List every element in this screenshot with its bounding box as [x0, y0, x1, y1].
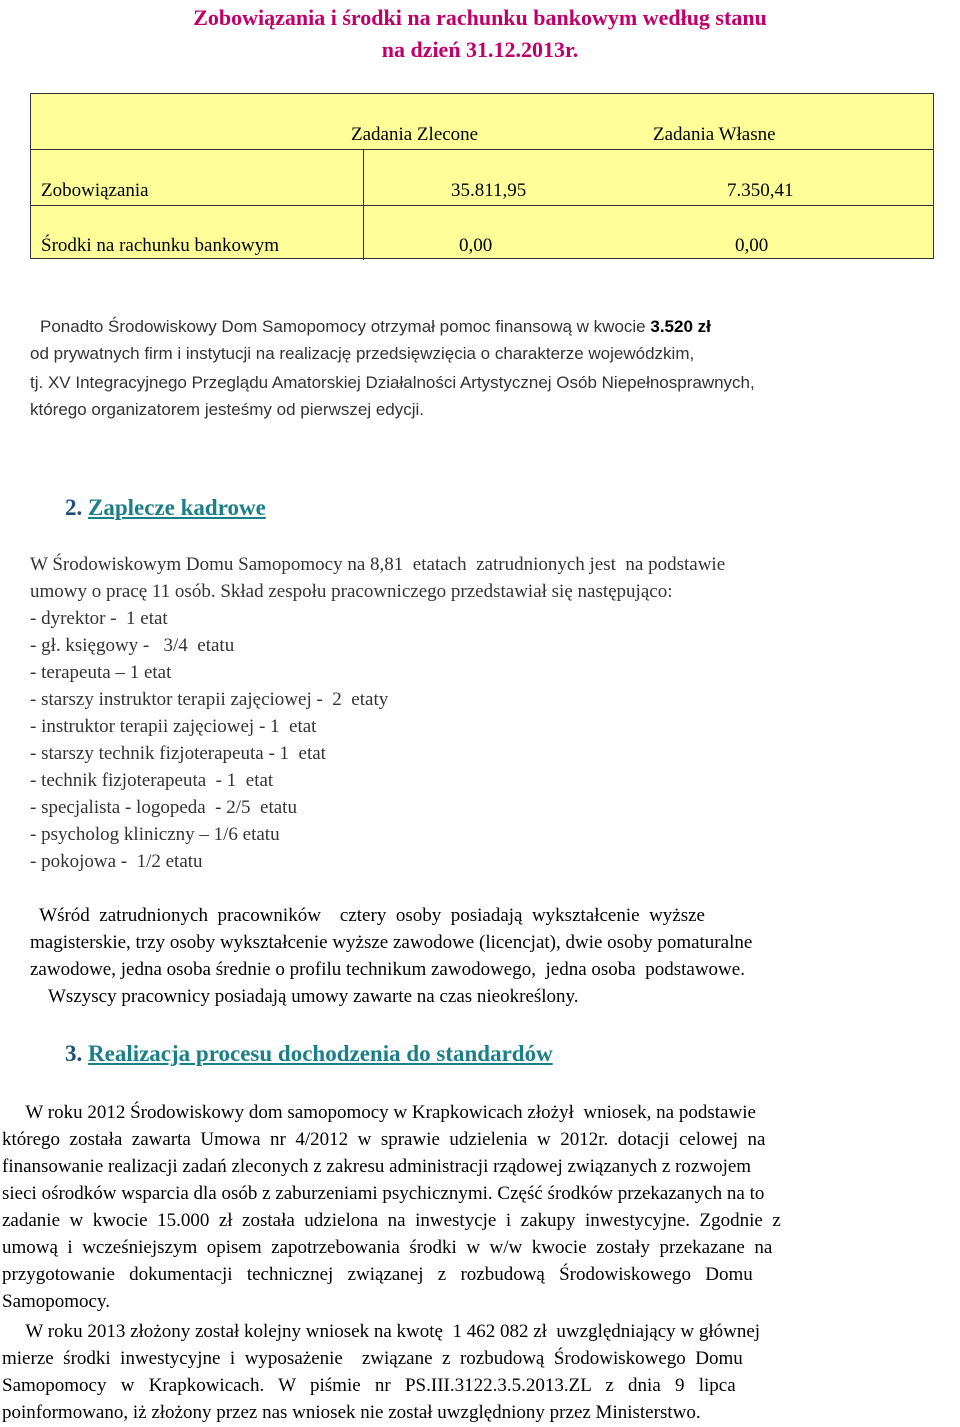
value-zobowiazania-zlecone: 35.811,95	[451, 180, 527, 201]
table-divider	[31, 149, 933, 150]
staff-intro-text: W Środowiskowym Domu Samopomocy na 8,81 etatach zatrudnionych jest na podstawie	[30, 554, 726, 575]
staff-item: - pokojowa - 1/2 etatu	[30, 851, 203, 872]
staff-intro-line-1	[30, 551, 948, 578]
paragraph-line: sieci ośrodków wsparcia dla osób z zaburzeniami psychicznymi. Część środków przekazanych na to	[2, 1183, 765, 1204]
value-srodki-zlecone: 0,00	[459, 235, 493, 256]
section-3-number: 3.	[65, 1041, 83, 1066]
staff-item: - starszy instruktor terapii zajęciowej - 2 etaty	[30, 689, 389, 710]
title-line-2: na dzień 31.12.2013r.	[381, 37, 579, 62]
education-paragraph	[30, 902, 948, 983]
education-line: Wśród zatrudnionych pracowników cztery osoby posiadają wykształcenie wyższe	[30, 905, 705, 926]
staff-intro-line-2	[30, 578, 672, 605]
section-2-title: Zaplecze kadrowe	[88, 495, 266, 520]
section-2-heading	[65, 493, 266, 523]
value-zobowiazania-wlasne: 7.350,41	[727, 180, 794, 201]
finance-table	[30, 93, 934, 259]
header-zadania-wlasne: Zadania Własne	[653, 124, 776, 145]
staff-item: - technik fizjoterapeuta - 1 etat	[30, 770, 274, 791]
contracts-line: Wszyscy pracownicy posiadają umowy zawarte na czas nieokreślony.	[48, 986, 579, 1007]
section-2-number: 2.	[65, 495, 83, 520]
staff-item: - instruktor terapii zajęciowej - 1 etat	[30, 716, 317, 737]
table-divider	[31, 205, 933, 206]
section-3-heading	[65, 1039, 553, 1069]
value-srodki-wlasne: 0,00	[735, 235, 769, 256]
table-column-divider	[363, 149, 364, 260]
staff-item: - starszy technik fizjoterapeuta - 1 etat	[30, 743, 326, 764]
paragraph-line: mierze środki inwestycyjne i wyposażenie związane z rozbudową Środowiskowego Domu	[2, 1348, 743, 1369]
paragraph-line: zadanie w kwocie 15.000 zł została udzielona na inwestycje i zakupy inwestycyjne. Zgodnie z	[2, 1210, 781, 1231]
paragraph-line: W roku 2013 złożony został kolejny wniosek na kwotę 1 462 082 zł uwzględniający w głównej	[2, 1321, 761, 1342]
paragraph-line: umową i wcześniejszym opisem zapotrzebowania środki w w/w kwocie zostały przekazane na	[2, 1237, 773, 1258]
paragraph-line: Samopomocy.	[2, 1291, 111, 1312]
education-line: magisterskie, trzy osoby wykształcenie wyższe zawodowe (licencjat), dwie osoby pomaturalne	[30, 932, 753, 953]
paragraph-line: Samopomocy w Krapkowicach. W piśmie nr PS.III.3122.3.5.2013.ZL z dnia 9 lipca	[2, 1375, 736, 1396]
staff-list	[30, 605, 388, 875]
row-label-zobowiazania: Zobowiązania	[41, 180, 149, 201]
paragraph-line: którego została zawarta Umowa nr 4/2012 w sprawie udzielenia w 2012r. dotacji celowej na	[2, 1129, 766, 1150]
staff-item: - psycholog kliniczny – 1/6 etatu	[30, 824, 280, 845]
staff-item: - dyrektor - 1 etat	[30, 608, 168, 629]
staff-item: - specjalista - logopeda - 2/5 etatu	[30, 797, 297, 818]
paragraph-line: W roku 2012 Środowiskowy dom samopomocy w Krapkowicach złożył wniosek, na podstawie	[2, 1102, 756, 1123]
section-3-title: Realizacja procesu dochodzenia do standardów	[88, 1041, 553, 1066]
aid-line-3: tj. XV Integracyjnego Przeglądu Amatorskiej Działalności Artystycznej Osób Niepełnosprawnych,	[30, 373, 755, 392]
header-zadania-zlecone: Zadania Zlecone	[351, 124, 479, 145]
aid-line-1	[40, 314, 711, 339]
staff-intro-composition: Skład zespołu pracowniczego przedstawiał się następująco:	[220, 581, 673, 602]
row-label-srodki: Środki na rachunku bankowym	[41, 235, 279, 256]
education-line: zawodowe, jedna osoba średnie o profilu technikum zawodowego, jedna osoba podstawowe.	[30, 959, 745, 980]
paragraph-line: poinformowano, iż złożony przez nas wniosek nie został uwzględniony przez Ministerstwo.	[2, 1402, 701, 1423]
paragraph-line: finansowanie realizacji zadań zleconych z zakresu administracji rządowej związanych z rozwojem	[2, 1156, 752, 1177]
aid-line-2: od prywatnych firm i instytucji na realizację przedsięwzięcia o charakterze wojewódzkim,	[30, 344, 695, 363]
aid-text: Ponadto Środowiskowy Dom Samopomocy otrzymał pomoc finansową w kwocie	[40, 317, 651, 336]
aid-amount: 3.520 zł	[650, 317, 711, 336]
staff-intro-count: umowy o pracę 11 osób.	[30, 581, 221, 602]
staff-item: - gł. księgowy - 3/4 etatu	[30, 635, 235, 656]
paragraph-line: przygotowanie dokumentacji technicznej związanej z rozbudową Środowiskowego Domu	[2, 1264, 753, 1285]
staff-item: - terapeuta – 1 etat	[30, 662, 172, 683]
section-3-paragraph-2	[2, 1318, 950, 1426]
title-line-1: Zobowiązania i środki na rachunku bankowym według stanu	[193, 5, 767, 30]
section-3-paragraph-1	[2, 1099, 950, 1315]
aid-line-4: którego organizatorem jesteśmy od pierwszej edycji.	[30, 400, 425, 419]
document-title	[0, 2, 960, 66]
